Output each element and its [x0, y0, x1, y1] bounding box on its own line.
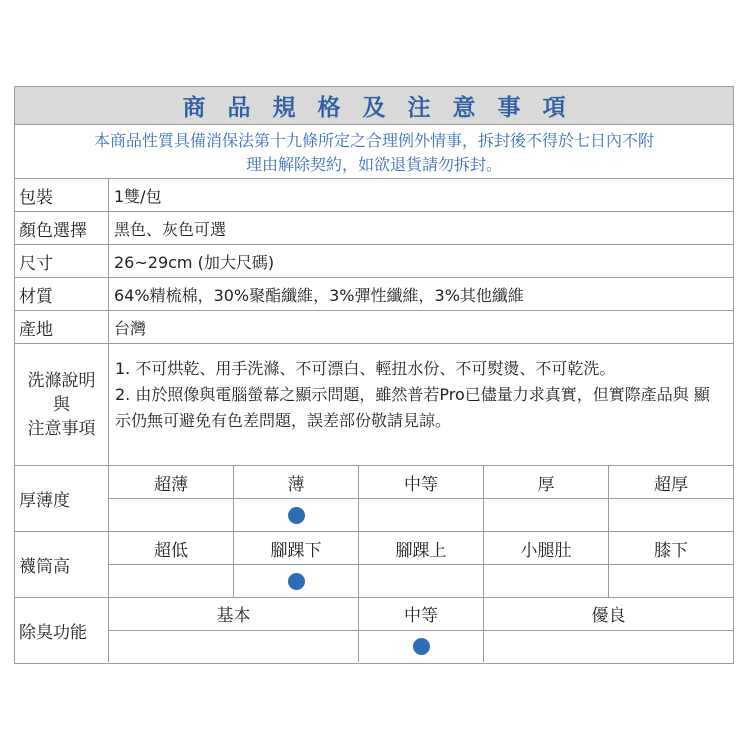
spec-value: 台灣	[114, 318, 147, 338]
spec-label: 尺寸	[15, 245, 109, 277]
table-title: 商品規格及注意事項	[15, 87, 733, 125]
thickness-row	[15, 466, 733, 532]
selected-mark	[234, 565, 359, 597]
wash-label	[15, 344, 109, 465]
wash-item-2: 2. 由於照像與電腦螢幕之顯示問題，雖然普若Pro已儘量力求真實，但實際產品與 顯示仍無可避免有色差問題，誤差部份敬請見諒。	[115, 385, 710, 430]
sock-height-label: 襪筒高	[15, 532, 109, 597]
deodor-marks	[109, 631, 733, 663]
selected-dot-icon	[413, 638, 430, 655]
deodor-option: 中等	[359, 598, 484, 630]
selected-mark	[359, 631, 484, 663]
wash-instructions-row	[15, 344, 733, 466]
spec-row-material	[15, 278, 733, 311]
spec-label: 材質	[15, 278, 109, 310]
spec-label: 產地	[15, 311, 109, 343]
spec-value: 1雙/包	[114, 186, 162, 206]
thickness-option: 超薄	[109, 466, 234, 498]
selected-dot-icon	[288, 573, 305, 590]
spec-label: 顏色選擇	[15, 212, 109, 244]
deodor-label: 除臭功能	[15, 598, 109, 662]
height-option: 腳踝下	[234, 532, 359, 564]
height-option: 超低	[109, 532, 234, 564]
notice-line-2: 理由解除契約，如欲退貨請勿拆封。	[245, 155, 502, 174]
deodor-option: 基本	[109, 598, 359, 630]
thickness-label: 厚薄度	[15, 466, 109, 531]
deodor-row	[15, 598, 733, 662]
thickness-option: 厚	[484, 466, 609, 498]
thickness-option: 薄	[234, 466, 359, 498]
thickness-option: 超厚	[654, 474, 688, 495]
spec-value: 26~29cm (加大尺碼)	[114, 252, 275, 272]
selected-dot-icon	[288, 507, 305, 524]
spec-value: 黑色、灰色可選	[114, 219, 227, 239]
height-option: 小腿肚	[484, 532, 609, 564]
spec-row-size	[15, 245, 733, 278]
sock-height-row	[15, 532, 733, 598]
wash-label-line-3: 注意事項	[27, 418, 96, 439]
spec-label: 包裝	[15, 179, 109, 211]
height-marks	[109, 565, 733, 597]
thickness-option: 中等	[359, 466, 484, 498]
wash-item-1: 1. 不可烘乾、用手洗滌、不可漂白、輕扭水份、不可熨燙、不可乾洗。	[115, 359, 616, 378]
deodor-option: 優良	[591, 606, 626, 627]
spec-row-package	[15, 179, 733, 212]
spec-row-origin	[15, 311, 733, 344]
spec-table	[14, 86, 734, 664]
thickness-marks	[109, 499, 733, 531]
selected-mark	[234, 499, 359, 531]
notice-line-1: 本商品性質具備消保法第十九條所定之合理例外情事，拆封後不得於七日內不附	[93, 131, 654, 150]
spec-value: 64%精梳棉，30%聚酯纖維，3%彈性纖維，3%其他纖維	[114, 285, 524, 305]
height-option: 腳踝上	[359, 532, 484, 564]
wash-label-line-2: 與	[53, 394, 70, 415]
height-option: 膝下	[654, 540, 688, 561]
spec-row-color	[15, 212, 733, 245]
wash-label-line-1: 洗滌說明	[27, 370, 96, 391]
wash-text	[109, 344, 733, 465]
return-notice	[15, 125, 733, 179]
